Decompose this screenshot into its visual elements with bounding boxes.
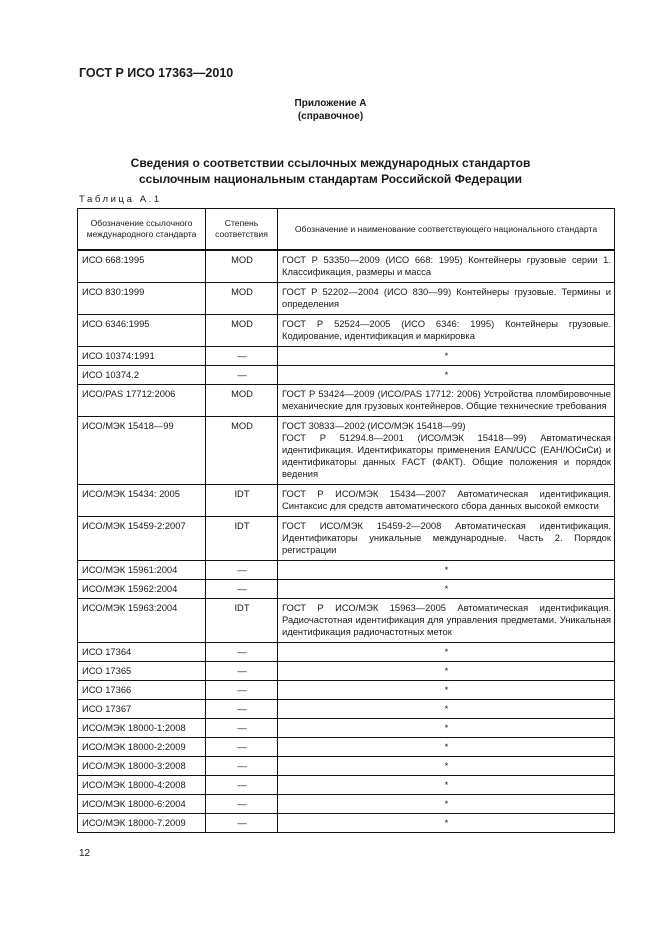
section-title-line-2: ссылочным национальным стандартам Российской Федерации [139,172,522,186]
table-row [78,561,615,580]
appendix-heading [0,97,661,123]
national-standard-cell [278,417,615,485]
international-standard-cell: ИСО 10374.2 [78,366,206,385]
national-standard-cell: * [278,662,615,681]
national-standard-cell: * [278,561,615,580]
table-row [78,347,615,366]
national-standard-line: ГОСТ Р 51294.8—2001 (ИСО/МЭК 15418—99) Автоматическая идентификация. Идентификаторы применения EAN/UCC (ЕАН/ЮСиСи) и идентификаторы данных FACT (ФАКТ). Общие положения и порядок ведения [282,432,611,479]
national-standard-cell: ГОСТ ИСО/МЭК 15459-2—2008 Автоматическая идентификация. Идентификаторы уникальные международные. Часть 2. Порядок регистрации [278,517,615,561]
degree-cell: — [206,814,278,833]
international-standard-cell: ИСО/МЭК 15418—99 [78,417,206,485]
national-standard-cell: * [278,643,615,662]
table-row [78,366,615,385]
national-standard-cell: ГОСТ Р 52524—2005 (ИСО 6346: 1995) Контейнеры грузовые. Кодирование, идентификация и маркировка [278,315,615,347]
table-row [78,417,615,485]
table-row [78,643,615,662]
national-standard-cell: ГОСТ Р ИСО/МЭК 15434—2007 Автоматическая идентификация. Синтаксис для средств автоматического сбора данных высокой емкости [278,485,615,517]
national-standard-cell: * [278,738,615,757]
international-standard-cell: ИСО/МЭК 18000-1:2008 [78,719,206,738]
table-row [78,250,615,283]
appendix-type: (справочное) [297,111,364,122]
international-standard-cell: ИСО/МЭК 18000-2:2009 [78,738,206,757]
international-standard-cell: ИСО/МЭК 18000-6:2004 [78,795,206,814]
table-row [78,681,615,700]
international-standard-cell: ИСО 17364 [78,643,206,662]
column-header-international: Обозначение ссылочного международного стандарта [78,209,206,251]
degree-cell: MOD [206,283,278,315]
degree-cell: — [206,561,278,580]
national-standard-cell: ГОСТ Р 52202—2004 (ИСО 830—99) Контейнеры грузовые. Термины и определения [278,283,615,315]
table-row [78,485,615,517]
national-standard-cell: * [278,347,615,366]
appendix-label: Приложение А [294,98,367,109]
table-row [78,757,615,776]
table-row [78,662,615,681]
degree-cell: IDT [206,517,278,561]
table-caption: Таблица А.1 [79,194,162,205]
table-row [78,580,615,599]
table-row [78,599,615,643]
national-standard-cell: * [278,776,615,795]
degree-cell: — [206,366,278,385]
table-row [78,517,615,561]
international-standard-cell: ИСО/МЭК 18000-4:2008 [78,776,206,795]
international-standard-cell: ИСО/МЭК 15961:2004 [78,561,206,580]
international-standard-cell: ИСО/МЭК 18000-3:2008 [78,757,206,776]
international-standard-cell: ИСО/МЭК 15459-2:2007 [78,517,206,561]
international-standard-cell: ИСО/МЭК 15963:2004 [78,599,206,643]
degree-cell: MOD [206,250,278,283]
table-row [78,315,615,347]
international-standard-cell: ИСО/МЭК 15962:2004 [78,580,206,599]
table-row [78,776,615,795]
international-standard-cell: ИСО/МЭК 15434: 2005 [78,485,206,517]
table-row [78,385,615,417]
international-standard-cell: ИСО/PAS 17712:2006 [78,385,206,417]
international-standard-cell: ИСО 830:1999 [78,283,206,315]
table-row [78,795,615,814]
table-header-row [78,209,615,251]
degree-cell: — [206,347,278,366]
national-standard-cell: * [278,814,615,833]
national-standard-cell: * [278,366,615,385]
national-standard-cell: ГОСТ Р 53350—2009 (ИСО 668: 1995) Контейнеры грузовые серии 1. Классификация, размеры и масса [278,250,615,283]
degree-cell: MOD [206,315,278,347]
degree-cell: MOD [206,417,278,485]
degree-cell: IDT [206,485,278,517]
column-header-national: Обозначение и наименование соответствующего национального стандарта [278,209,615,251]
international-standard-cell: ИСО 6346:1995 [78,315,206,347]
national-standard-cell: * [278,719,615,738]
page-number: 12 [79,848,91,859]
national-standard-cell: ГОСТ Р 53424—2009 (ИСО/PAS 17712: 2006) Устройства пломбировочные механические для грузовых контейнеров. Общие технические требования [278,385,615,417]
standards-correspondence-table [77,208,615,833]
national-standard-cell: * [278,757,615,776]
degree-cell: — [206,776,278,795]
degree-cell: IDT [206,599,278,643]
document-header: ГОСТ Р ИСО 17363—2010 [79,66,234,80]
international-standard-cell: ИСО 17367 [78,700,206,719]
national-standard-cell: * [278,700,615,719]
column-header-degree: Степень соответствия [206,209,278,251]
national-standard-cell: ГОСТ Р ИСО/МЭК 15963—2005 Автоматическая идентификация. Радиочастотная идентификация для управления предметами. Уникальная идентификация радиочастотных меток [278,599,615,643]
international-standard-cell: ИСО 17366 [78,681,206,700]
section-title-line-1: Сведения о соответствии ссылочных международных стандартов [130,156,531,170]
international-standard-cell: ИСО 10374:1991 [78,347,206,366]
section-title [0,155,661,187]
table-row [78,719,615,738]
degree-cell: — [206,719,278,738]
national-standard-cell: * [278,795,615,814]
degree-cell: — [206,757,278,776]
degree-cell: — [206,700,278,719]
national-standard-cell: * [278,580,615,599]
table-row [78,283,615,315]
international-standard-cell: ИСО 17365 [78,662,206,681]
degree-cell: — [206,643,278,662]
national-standard-line: ГОСТ 30833—2002 (ИСО/МЭК 15418—99) [282,420,466,431]
international-standard-cell: ИСО 668:1995 [78,250,206,283]
degree-cell: — [206,681,278,700]
degree-cell: — [206,662,278,681]
national-standard-cell: * [278,681,615,700]
table-row [78,700,615,719]
international-standard-cell: ИСО/МЭК 18000-7.2009 [78,814,206,833]
degree-cell: MOD [206,385,278,417]
degree-cell: — [206,738,278,757]
table-row [78,738,615,757]
table-row [78,814,615,833]
degree-cell: — [206,795,278,814]
degree-cell: — [206,580,278,599]
